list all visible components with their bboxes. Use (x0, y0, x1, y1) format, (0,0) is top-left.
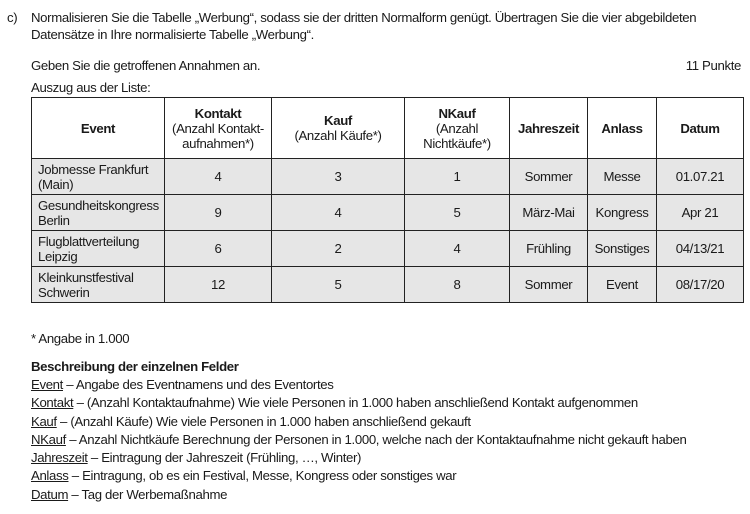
cell-jahreszeit: März-Mai (510, 195, 588, 231)
cell-jahreszeit: Sommer (510, 159, 588, 195)
cell-nkauf: 8 (405, 267, 510, 303)
points-label: 11 Punkte (685, 58, 741, 73)
cell-datum: 04/13/21 (657, 231, 744, 267)
description-item (31, 486, 686, 504)
cell-kauf: 5 (272, 267, 405, 303)
description-text: – (Anzahl Kontaktaufnahme) Wie viele Personen in 1.000 haben anschließend Kontakt aufgenommen (73, 395, 638, 411)
cell-jahreszeit: Sommer (510, 267, 588, 303)
table-header-row (32, 98, 744, 159)
table-row (32, 195, 744, 231)
description-text: – Eintragung, ob es ein Festival, Messe, Kongress oder sonstiges war (68, 468, 457, 484)
cell-kontakt: 12 (165, 267, 272, 303)
description-item (31, 467, 686, 485)
description-item (31, 431, 686, 449)
header-jahreszeit: Jahreszeit (510, 98, 588, 159)
description-term: Event (31, 377, 63, 392)
table-row (32, 231, 744, 267)
description-term: NKauf (31, 431, 66, 447)
description-text: – Tag der Werbemaßnahme (68, 486, 228, 502)
description-item (31, 449, 686, 467)
description-item (31, 394, 686, 412)
description-text: – Angabe des Eventnamens und des Eventortes (62, 377, 334, 392)
table-row (32, 267, 744, 303)
description-text: – Eintragung der Jahreszeit (Frühling, …, Winter) (87, 450, 362, 466)
description-term: Anlass (31, 468, 69, 484)
cell-anlass: Sonstiges (588, 231, 657, 267)
field-description-list (31, 376, 686, 504)
cell-datum: Apr 21 (657, 195, 744, 231)
werbung-table (31, 97, 744, 303)
cell-jahreszeit: Frühling (510, 231, 588, 267)
table-row (32, 159, 744, 195)
footnote: * Angabe in 1.000 (31, 331, 130, 346)
header-event: Event (32, 98, 165, 159)
header-kauf: Kauf (Anzahl Käufe*) (272, 98, 405, 159)
cell-event: Gesundheitskongress Berlin (32, 195, 165, 231)
description-term: Jahreszeit (31, 450, 88, 466)
header-anlass: Anlass (588, 98, 657, 159)
description-title: Beschreibung der einzelnen Felder (31, 359, 239, 374)
description-text: – Anzahl Nichtkäufe Berechnung der Personen in 1.000, welche nach der Kontaktaufnahme nicht gekauft haben (65, 431, 687, 447)
cell-datum: 08/17/20 (657, 267, 744, 303)
cell-kontakt: 6 (165, 231, 272, 267)
description-item (31, 376, 686, 394)
cell-event: Kleinkunstfestival Schwerin (32, 267, 165, 303)
header-datum: Datum (657, 98, 744, 159)
cell-kontakt: 4 (165, 159, 272, 195)
cell-event: Jobmesse Frankfurt (Main) (32, 159, 165, 195)
task-text: Normalisieren Sie die Tabelle „Werbung“, sodass sie der dritten Normalform genügt. Übertragen Sie die vier abgebildeten Datensätze in Ihre normalisierte Tabelle „Werbung“. (31, 10, 697, 42)
cell-nkauf: 4 (405, 231, 510, 267)
task-letter: c) (7, 10, 18, 25)
description-term: Kontakt (31, 395, 74, 411)
cell-kauf: 2 (272, 231, 405, 267)
cell-kauf: 4 (272, 195, 405, 231)
description-term: Datum (31, 486, 69, 502)
description-term: Kauf (31, 413, 57, 429)
header-nkauf: NKauf (Anzahl Nichtkäufe*) (405, 98, 510, 159)
cell-event: Flugblattverteilung Leipzig (32, 231, 165, 267)
cell-datum: 01.07.21 (657, 159, 744, 195)
description-item (31, 413, 686, 431)
task-statement (7, 9, 742, 43)
cell-nkauf: 5 (405, 195, 510, 231)
cell-kauf: 3 (272, 159, 405, 195)
cell-nkauf: 1 (405, 159, 510, 195)
excerpt-label: Auszug aus der Liste: (31, 80, 151, 95)
description-text: – (Anzahl Käufe) Wie viele Personen in 1.000 haben anschließend gekauft (56, 413, 471, 429)
cell-anlass: Kongress (588, 195, 657, 231)
assumptions-instruction: Geben Sie die getroffenen Annahmen an. (31, 58, 261, 73)
header-kontakt: Kontakt (Anzahl Kontakt-aufnahmen*) (165, 98, 272, 159)
cell-anlass: Messe (588, 159, 657, 195)
cell-kontakt: 9 (165, 195, 272, 231)
cell-anlass: Event (588, 267, 657, 303)
